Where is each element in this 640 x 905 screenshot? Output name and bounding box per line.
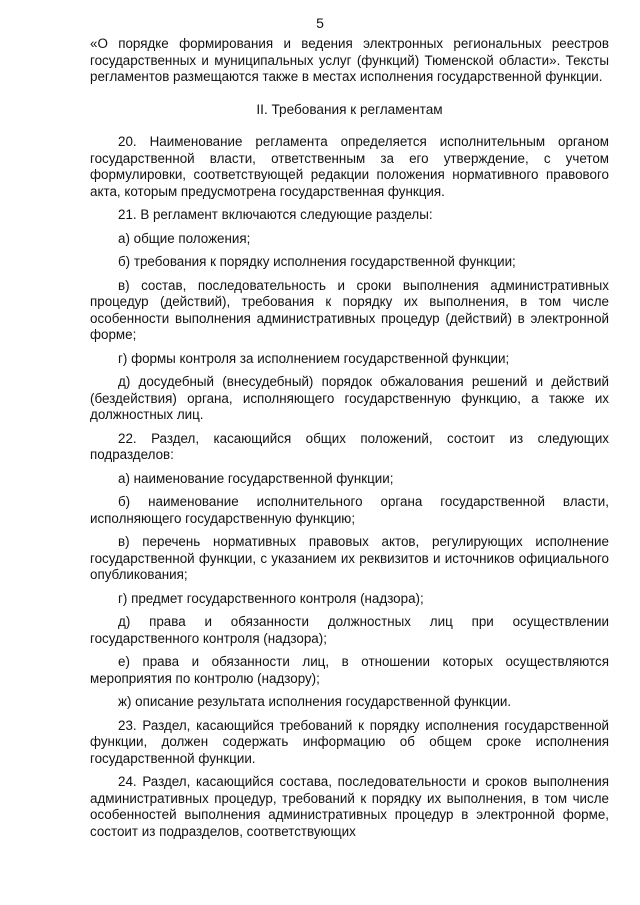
paragraph-23: 23. Раздел, касающийся требований к порядку исполнения государственной функции, должен содержать информацию об общем сроке исполнения государственной функции. (90, 717, 609, 766)
list-item-21a: а) общие положения; (118, 230, 251, 246)
intro-paragraph: «О порядке формирования и ведения электронных региональных реестров государственных и муниципальных услуг (функций) Тюменской области». Тексты регламентов размещаются также в местах исполнения государственной функции. (90, 36, 609, 84)
paragraph-20: 20. Наименование регламента определяется исполнительным органом государственной власти, ответственным за его утверждение, с учетом формулировки, соответствующей редакции положения нормативного правового акта, которым предусмотрена государственная функция. (90, 134, 609, 199)
list-item-22zh: ж) описание результата исполнения государственной функции. (118, 694, 512, 709)
paragraph-24: 24. Раздел, касающийся состава, последовательности и сроков выполнения административных процедур, требований к порядку их выполнения, в том числе особенностей выполнения административных процедур в электронной форме, состоит из подразделов, соответствующих (90, 774, 609, 839)
list-item-21g: г) формы контроля за исполнением государственной функции; (118, 350, 510, 366)
list-item-21v: в) состав, последовательность и сроки выполнения административных процедур (действий), требования к порядку их выполнения, в том числе особенности выполнения административных процедур (действий) в электронной форме; (90, 277, 609, 342)
list-item-22v: в) перечень нормативных правовых актов, регулирующих исполнение государственной функции, с указанием их реквизитов и источников официального опубликования; (90, 534, 609, 582)
list-item-22a: а) наименование государственной функции; (118, 470, 394, 486)
list-item-22b: б) наименование исполнительного органа государственной власти, исполняющего государственную функцию; (90, 494, 609, 526)
list-item-21b: б) требования к порядку исполнения государственной функции; (118, 254, 516, 269)
paragraph-22: 22. Раздел, касающийся общих положений, состоит из следующих подразделов: (90, 430, 609, 462)
list-item-22e: е) права и обязанности лиц, в отношении которых осуществляются мероприятия по контролю (надзору); (90, 654, 609, 686)
list-item-21d: д) досудебный (внесудебный) порядок обжалования решений и действий (бездействия) органа, исполняющего государственную функцию, а также их должностных лиц. (90, 374, 609, 422)
document-body (90, 36, 609, 840)
section-heading: II. Требования к регламентам (256, 101, 443, 117)
list-item-22g: г) предмет государственного контроля (надзора); (118, 590, 424, 606)
paragraph-21: 21. В регламент включаются следующие разделы: (118, 207, 433, 222)
page-number: 5 (316, 15, 324, 31)
list-item-22d: д) права и обязанности должностных лиц при осуществлении государственного контроля (надзора); (90, 614, 609, 646)
